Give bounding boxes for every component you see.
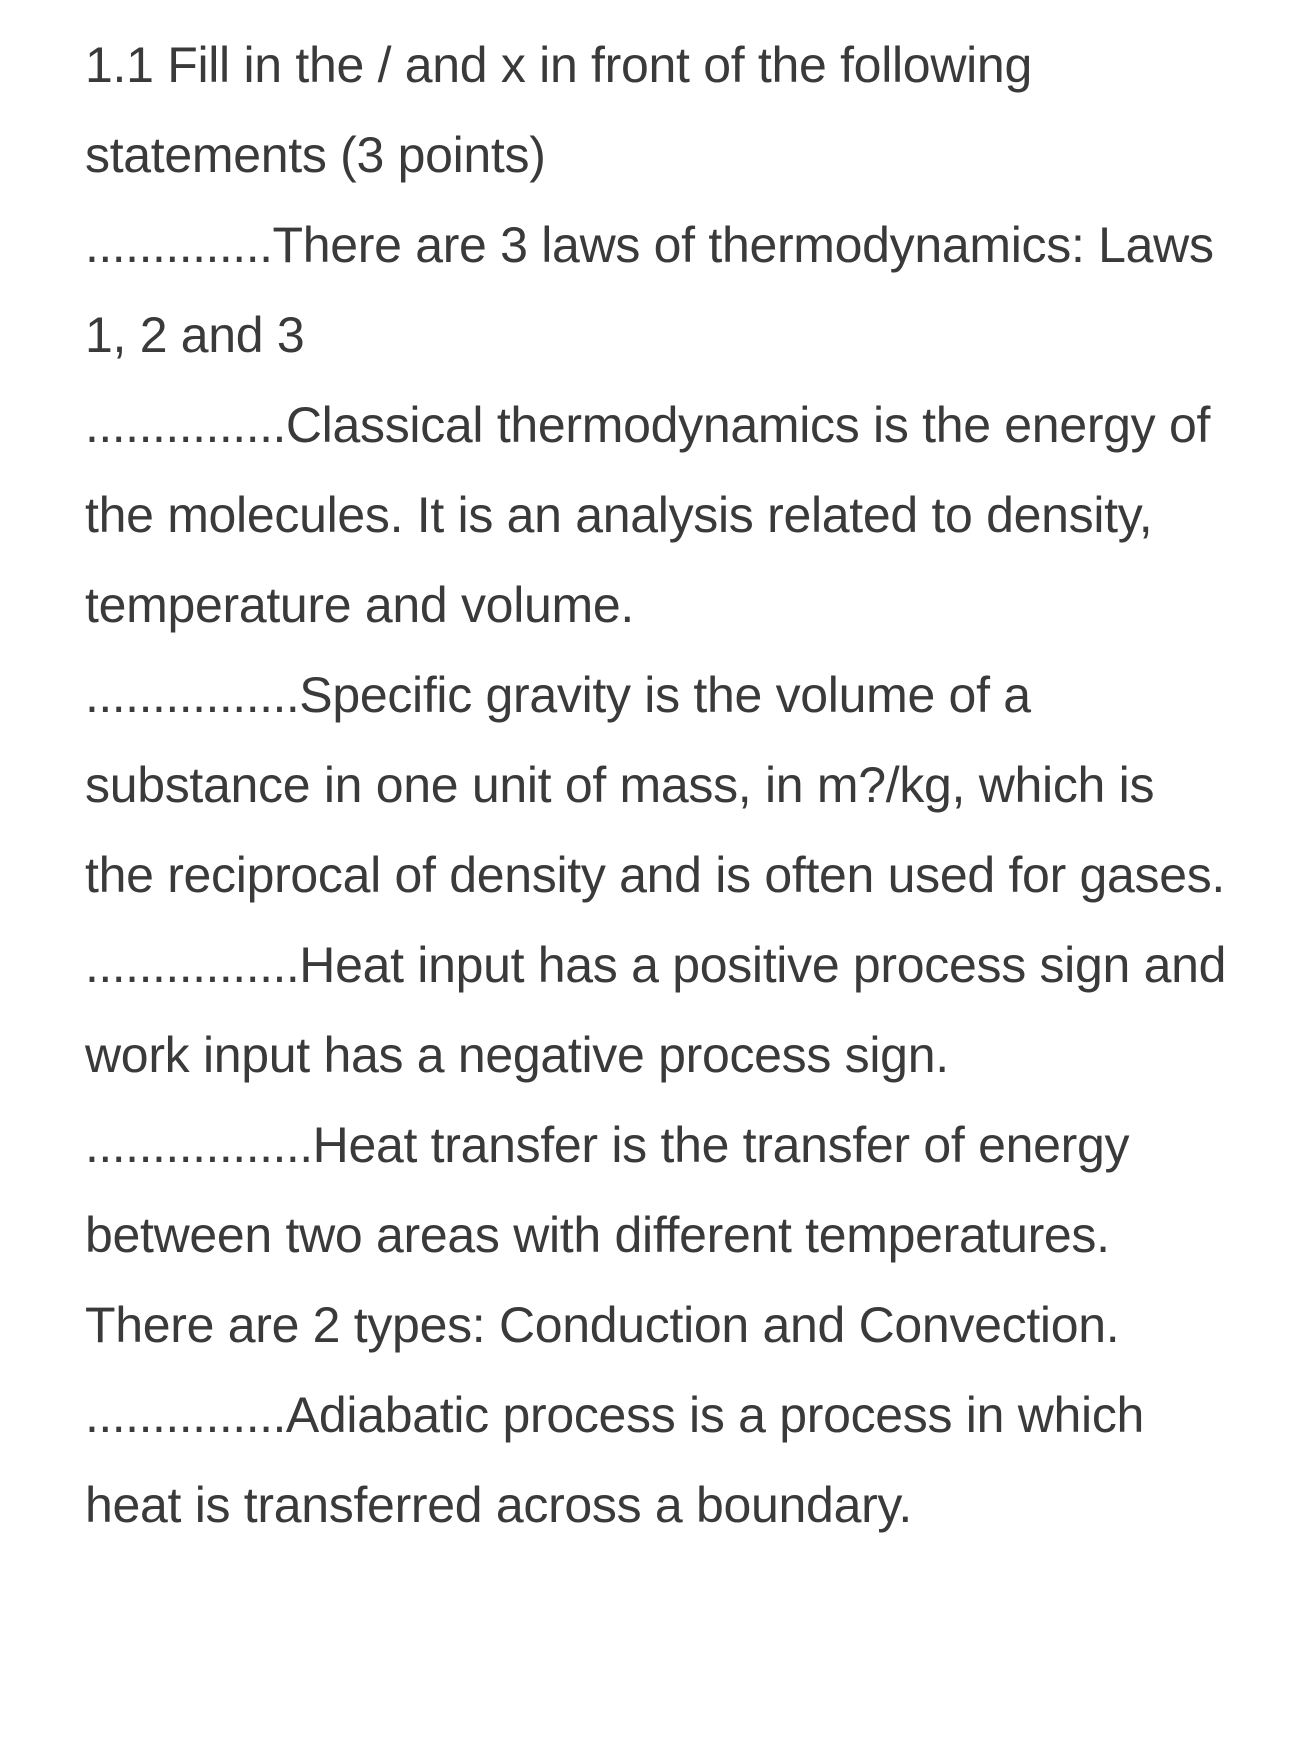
document-body (85, 20, 1235, 1550)
statement-3 (85, 650, 1235, 920)
answer-blank[interactable]: ................ (85, 667, 300, 723)
statement-2 (85, 380, 1235, 650)
answer-blank[interactable]: ............... (85, 1387, 286, 1443)
answer-blank[interactable]: .............. (85, 217, 273, 273)
statement-text: Heat input has a positive process sign and work input has a negative process sign. (85, 937, 1227, 1083)
answer-blank[interactable]: ................ (85, 937, 300, 993)
statement-6 (85, 1370, 1235, 1550)
statement-4 (85, 920, 1235, 1100)
statement-text: There are 3 laws of thermodynamics: Laws 1, 2 and 3 (85, 217, 1214, 363)
statement-1 (85, 200, 1235, 380)
statement-text: Classical thermodynamics is the energy of the molecules. It is an analysis related to density, temperature and volume. (85, 397, 1211, 633)
statement-text: Heat transfer is the transfer of energy between two areas with different temperatures. There are 2 types: Conduction and Convection. (85, 1117, 1130, 1353)
statement-5 (85, 1100, 1235, 1370)
statement-text: Specific gravity is the volume of a substance in one unit of mass, in m?/kg, which is the reciprocal of density and is often used for gases. (85, 667, 1226, 903)
question-title: 1.1 Fill in the / and x in front of the following statements (3 points) (85, 37, 1032, 183)
statement-text: Adiabatic process is a process in which heat is transferred across a boundary. (85, 1387, 1145, 1533)
answer-blank[interactable]: ................. (85, 1117, 313, 1173)
answer-blank[interactable]: ............... (85, 397, 286, 453)
